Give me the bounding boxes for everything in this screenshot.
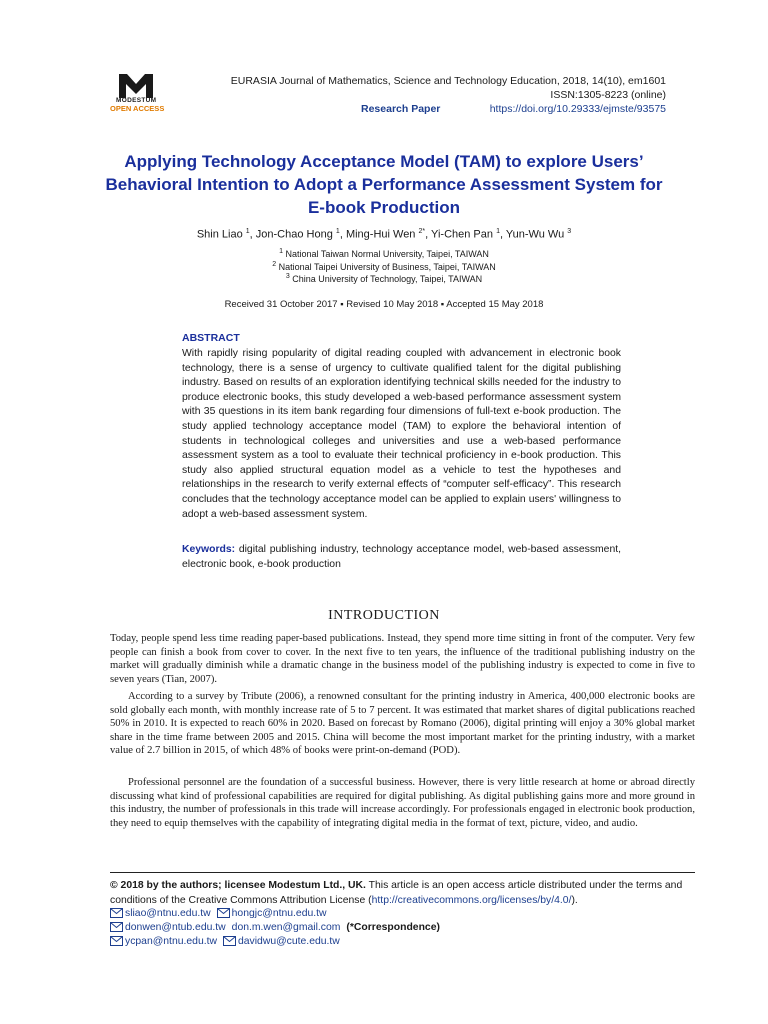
email-link[interactable]: davidwu@cute.edu.tw — [238, 936, 340, 947]
footer-divider — [110, 872, 695, 873]
body-paragraph: Professional personnel are the foundation of a successful business. However, there is very little research at home or abroad directly discussing what kind of professional capabilities are required for digital publishing. As digital publishing gains more and more ground in this industry, the number of professionals in this trade will increase accordingly. For professionals engaged in electronic book production, they need to equip themselves with the capability of integrating digital media in the format of text, picture, video, and audio. — [110, 777, 695, 829]
email-link[interactable]: donwen@ntub.edu.tw — [125, 922, 226, 933]
author-affiliation-mark: 3 — [567, 228, 572, 235]
abstract-heading: ABSTRACT — [182, 332, 240, 344]
email-link[interactable]: ycpan@ntnu.edu.tw — [125, 936, 217, 947]
mail-icon — [217, 908, 230, 918]
author-affiliation-mark: 1 — [496, 228, 500, 235]
email-link[interactable]: don.m.wen@gmail.com — [231, 922, 341, 933]
copyright-notice — [110, 879, 695, 908]
abstract-text: With rapidly rising popularity of digital reading coupled with advancement in electronic book technology, there is a sense of urgency to cultivate qualified talent for the digital publishing industry. Based on results of an exploration identifying technical skills needed for the industry to produce electronic books, this study developed a web-based performance assessment system with 35 questions in its item bank regarding four dimensions of full-text e-book production. The study applied technology acceptance model (TAM) to explore the behavioral intention of students in technological colleges and universities and use a web-based performance assessment system as a tool to evaluate their technical proficiency in e-book production. This study also applied structural equation model as a vehicle to test the hypotheses and relationships in the research to verify external effects of “computer self-efficacy”. This research concludes that the technology acceptance model can be applied to explain users' willingness to adopt a web-based assessment system. — [182, 348, 621, 520]
body-paragraph: Today, people spend less time reading paper-based publications. Instead, they spend more time sitting in front of the computer. Very few people can finish a book from cover to cover. In the next five to ten years, the influence of the traditional publishing industry on the market will gradually diminish while a dramatic change in the business model of the publishing industry is expected to come in five to seven years (Tian, 2007). — [110, 633, 695, 685]
author-name: Yi-Chen Pan — [431, 228, 494, 241]
author-affiliation-mark: 1 — [335, 228, 340, 235]
keywords — [182, 543, 621, 572]
paper-title: Applying Technology Acceptance Model (TAM) to explore Users’ Behavioral Intention to Adopt a Performance Assessment System for E-book Production — [105, 152, 663, 217]
modestum-logo-icon — [117, 70, 155, 100]
email-link[interactable]: sliao@ntnu.edu.tw — [125, 908, 211, 919]
author-name: Shin Liao — [196, 228, 243, 241]
mail-icon — [110, 922, 123, 932]
author-name: Ming-Hui Wen — [345, 228, 416, 241]
affiliation: $^1$ National Taiwan Normal University, Taipei, TAIWAN — [279, 248, 489, 259]
license-link[interactable]: http://creativecommons.org/licenses/by/4.0/ — [371, 894, 572, 906]
author-affiliation-mark: 1 — [245, 228, 250, 235]
mail-icon — [110, 936, 123, 946]
doi-link[interactable]: https://doi.org/10.29333/ejmste/93575 — [489, 103, 666, 115]
license-text-end: ). — [571, 894, 578, 906]
email-row — [110, 922, 440, 933]
open-access-label: OPEN ACCESS — [110, 104, 165, 113]
author-name: Jon-Chao Hong — [255, 228, 333, 241]
correspondence-note: (*Correspondence) — [346, 922, 440, 933]
publication-dates: Received 31 October 2017 ▪ Revised 10 May 2018 ▪ Accepted 15 May 2018 — [224, 299, 544, 310]
body-paragraph: According to a survey by Tribute (2006), a renowned consultant for the printing industry in America, 400,000 electronic books are sold globally each month, with monthly increase rate of 5 to 7 percent. It was estimated that market shares of digital publications reached 50% in 2010. It is expected to reach 60% in 2020. Based on forecast by Romano (2006), digital printing will enjoy a 30% global market share in the time frame between 2005 and 2015. China will become the most important market for the printing industry, with a market value of 2.7 billion in 2015, of which 48% of books were print-on-demand (POD). — [110, 691, 695, 757]
license-text: This article is an open access article distributed under the terms and conditions of the Creative Commons Attribution License ( — [110, 880, 683, 906]
affiliation: $^3$ China University of Technology, Taipei, TAIWAN — [285, 273, 483, 284]
author-affiliation-mark: 2* — [418, 228, 426, 235]
journal-citation: EURASIA Journal of Mathematics, Science and Technology Education, 2018, 14(10), em1601 — [230, 75, 666, 87]
email-row — [110, 936, 340, 947]
section-heading-introduction: INTRODUCTION — [328, 608, 440, 623]
affiliation: $^2$ National Taipei University of Business, Taipei, TAIWAN — [272, 260, 496, 272]
keywords-text: digital publishing industry, technology acceptance model, web-based assessment, electronic book, e-book production — [182, 544, 621, 570]
keywords-label: Keywords: — [182, 544, 236, 555]
email-row — [110, 908, 327, 919]
paper-type: Research Paper — [361, 103, 441, 115]
author-list: Shin Liao $^1$, Jon-Chao Hong $^1$, Ming-Hui Wen $^{2*}$, Yi-Chen Pan $^1$, Yun-Wu Wu $^3$ — [196, 228, 572, 241]
copyright-holder: © 2018 by the authors; licensee Modestum Ltd., UK. — [110, 880, 366, 891]
issn: ISSN:1305-8223 (online) — [550, 89, 666, 101]
author-name: Yun-Wu Wu — [505, 228, 565, 241]
email-link[interactable]: hongjc@ntnu.edu.tw — [231, 908, 327, 919]
mail-icon — [223, 936, 236, 946]
mail-icon — [110, 908, 123, 918]
logo-name: MODESTUM — [116, 97, 157, 104]
